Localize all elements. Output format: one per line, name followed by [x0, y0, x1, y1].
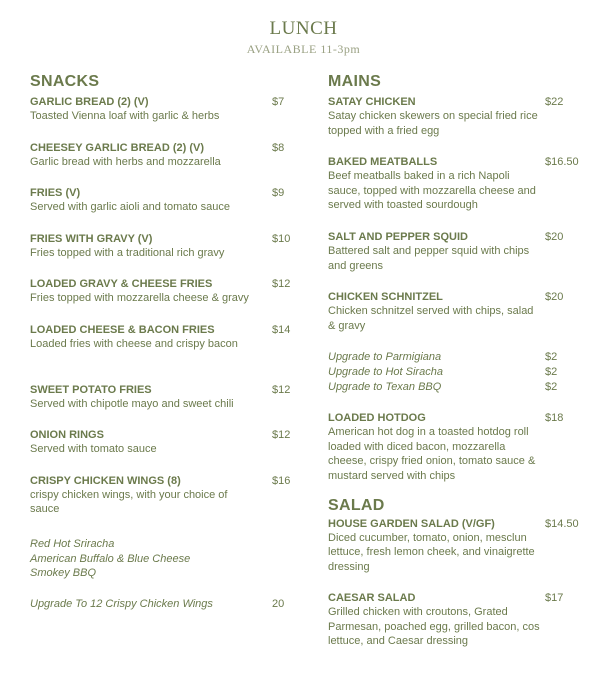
upgrade-option	[328, 365, 583, 380]
item-desc: crispy chicken wings, with your choice of sauce	[30, 488, 228, 516]
item-price: $8	[272, 141, 285, 154]
upgrade-option	[328, 350, 583, 365]
item-price: $17	[545, 592, 564, 605]
item-desc: Fries topped with mozzarella cheese & gravy	[30, 292, 249, 305]
item-price: $18	[545, 412, 564, 425]
snacks-heading: SNACKS	[30, 73, 100, 90]
menu-item	[328, 591, 583, 649]
upgrade-price: 20	[272, 597, 285, 610]
item-name: HOUSE GARDEN SALAD (V/GF)	[328, 517, 495, 530]
sauce-options	[30, 537, 295, 581]
menu-item	[30, 474, 295, 517]
availability-text: AVAILABLE 11-3pm	[246, 42, 361, 56]
sauce-option: Smokey BBQ	[30, 567, 97, 580]
menu-item	[328, 290, 583, 333]
item-price: $16	[272, 474, 291, 487]
upgrade-price: $2	[545, 365, 558, 378]
item-desc: Served with tomato sauce	[30, 443, 157, 456]
item-desc: American hot dog in a toasted hotdog roll loaded with diced bacon, mozzarella cheese, crispy fried onion, tomato sauce & mustard served with chips	[328, 426, 536, 482]
item-desc: Served with chipotle mayo and sweet chili	[30, 397, 234, 410]
upgrade-price: $2	[545, 380, 558, 393]
item-desc: Toasted Vienna loaf with garlic & herbs	[30, 110, 220, 122]
item-price: $20	[545, 291, 564, 304]
item-name: SWEET POTATO FRIES	[30, 383, 152, 396]
item-price: $14.50	[545, 517, 579, 530]
item-price: $9	[272, 187, 285, 200]
item-price: $16.50	[545, 156, 579, 169]
item-desc: Served with garlic aioli and tomato sauce	[30, 201, 230, 214]
sauce-option: American Buffalo & Blue Cheese	[30, 552, 191, 565]
item-name: GARLIC BREAD (2) (V)	[30, 96, 149, 108]
upgrade-label: Upgrade to Hot Siracha	[328, 365, 443, 378]
salad-heading: SALAD	[328, 496, 385, 514]
upgrade-label: Upgrade to Parmigiana	[328, 351, 442, 364]
mains-column	[328, 73, 583, 666]
item-price: $14	[272, 323, 291, 336]
menu-item	[328, 230, 583, 273]
menu-item	[328, 411, 583, 483]
item-price: $10	[272, 232, 291, 245]
schnitzel-upgrades	[328, 350, 583, 394]
wings-upgrade	[30, 597, 295, 612]
item-name: SATAY CHICKEN	[328, 96, 416, 108]
menu-item	[328, 155, 583, 213]
menu-item	[30, 277, 295, 306]
menu-item	[30, 141, 295, 170]
item-desc: Diced cucumber, tomato, onion, mesclun lettuce, fresh lemon cheek, and vinaigrette dressing	[328, 531, 535, 573]
menu-item	[30, 95, 295, 124]
item-desc: Grilled chicken with croutons, Grated Parmesan, poached egg, grilled bacon, cos lettuce, and Caesar dressing	[328, 606, 540, 648]
item-price: $12	[272, 429, 291, 442]
item-name: LOADED GRAVY & CHEESE FRIES	[30, 278, 213, 291]
item-desc: Fries topped with a traditional rich gravy	[30, 246, 225, 259]
upgrade-label: Upgrade To 12 Crispy Chicken Wings	[30, 597, 213, 610]
item-price: $7	[272, 96, 285, 108]
upgrade-option	[328, 380, 583, 395]
item-desc: Beef meatballs baked in a rich Napoli sauce, topped with mozzarella cheese and served with toasted sourdough	[328, 170, 536, 212]
item-name: LOADED CHEESE & BACON FRIES	[30, 323, 215, 336]
item-name: LOADED HOTDOG	[328, 412, 426, 425]
item-desc: Garlic bread with herbs and mozzarella	[30, 155, 221, 168]
menu-item	[30, 186, 295, 215]
item-desc: Chicken schnitzel served with chips, salad & gravy	[328, 305, 534, 332]
item-name: CHEESEY GARLIC BREAD (2) (V)	[30, 141, 204, 154]
item-price: $20	[545, 230, 564, 243]
menu-item	[30, 232, 295, 261]
snacks-column	[30, 73, 295, 611]
menu-item	[30, 383, 295, 412]
item-name: CRISPY CHICKEN WINGS (8)	[30, 474, 181, 487]
mains-heading: MAINS	[328, 73, 382, 90]
sauce-option: Red Hot Sriracha	[30, 537, 115, 550]
menu-item	[328, 517, 583, 575]
item-name: CHICKEN SCHNITZEL	[328, 291, 443, 304]
menu-item	[30, 428, 295, 457]
item-price: $12	[272, 383, 291, 396]
menu-item	[30, 323, 295, 352]
item-desc: Satay chicken skewers on special fried rice topped with a fried egg	[328, 110, 538, 137]
item-price: $22	[545, 96, 564, 108]
item-name: CAESAR SALAD	[328, 592, 416, 605]
upgrade-price: $2	[545, 351, 558, 364]
item-name: FRIES WITH GRAVY (V)	[30, 232, 153, 245]
menu-title: LUNCH	[269, 18, 338, 39]
item-name: FRIES (V)	[30, 187, 81, 200]
menu-item	[328, 95, 583, 138]
item-name: SALT AND PEPPER SQUID	[328, 230, 468, 243]
item-desc: Loaded fries with cheese and crispy bacon	[30, 337, 238, 350]
upgrade-label: Upgrade to Texan BBQ	[328, 380, 442, 393]
item-desc: Battered salt and pepper squid with chips and greens	[328, 244, 530, 272]
item-name: ONION RINGS	[30, 429, 104, 442]
item-name: BAKED MEATBALLS	[328, 156, 438, 169]
item-price: $12	[272, 278, 291, 291]
